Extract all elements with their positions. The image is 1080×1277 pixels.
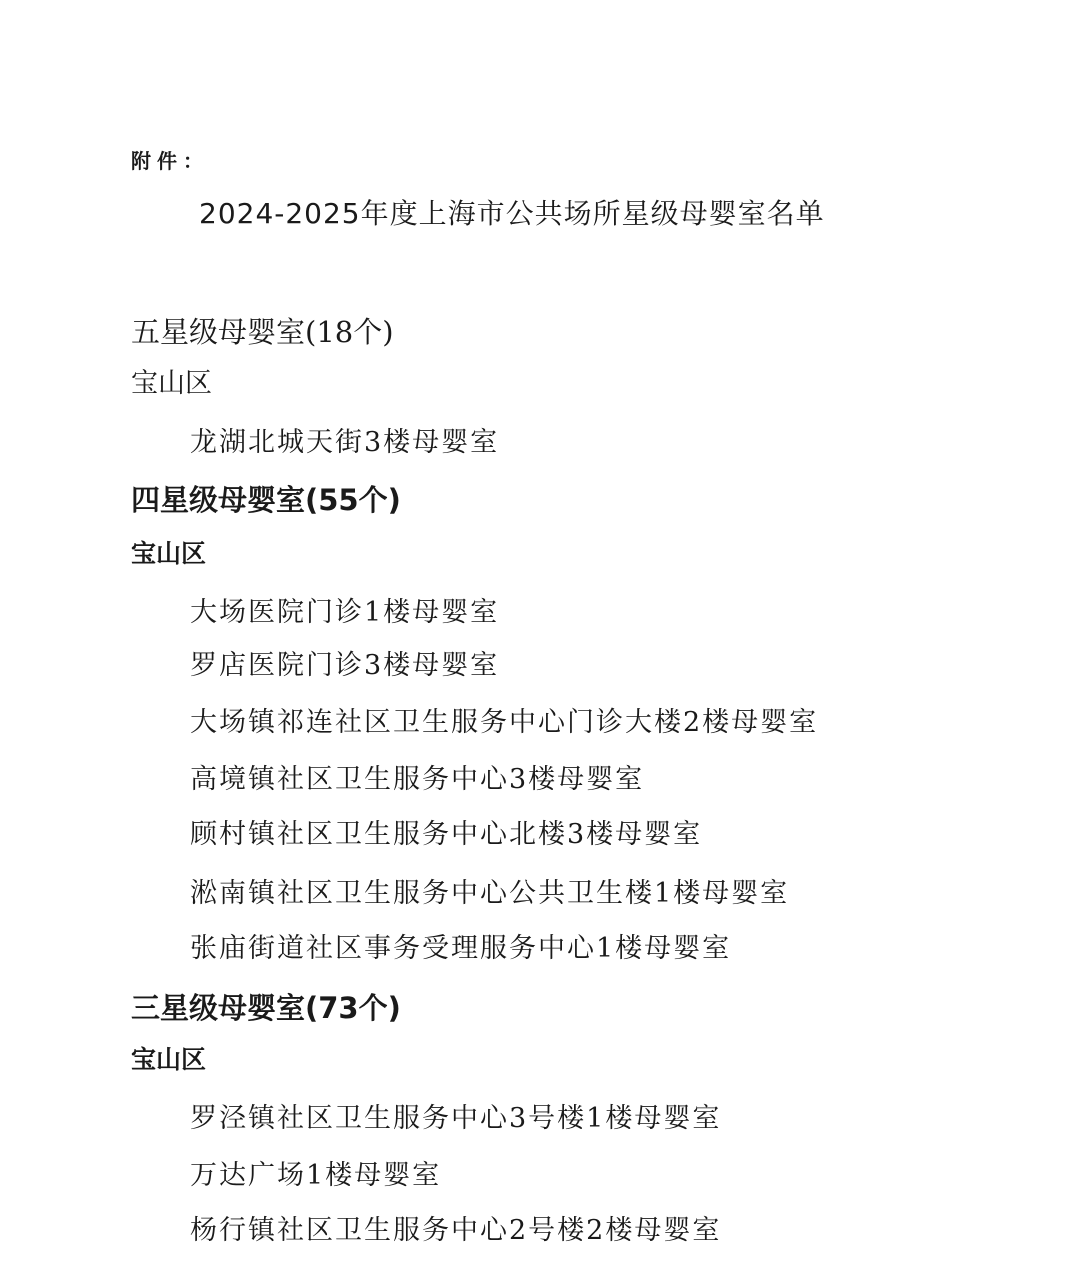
list-item: 罗泾镇社区卫生服务中心3号楼1楼母婴室 xyxy=(190,1103,722,1134)
list-item: 大场医院门诊1楼母婴室 xyxy=(190,597,500,628)
district-label: 宝山区 xyxy=(131,539,207,568)
list-item: 罗店医院门诊3楼母婴室 xyxy=(190,650,500,681)
district-label: 宝山区 xyxy=(131,368,212,399)
list-item: 高境镇社区卫生服务中心3楼母婴室 xyxy=(190,764,645,795)
list-item: 杨行镇社区卫生服务中心2号楼2楼母婴室 xyxy=(190,1215,722,1246)
list-item: 大场镇祁连社区卫生服务中心门诊大楼2楼母婴室 xyxy=(190,707,819,738)
list-item: 龙湖北城天街3楼母婴室 xyxy=(190,427,500,458)
district-label: 宝山区 xyxy=(131,1045,207,1074)
list-item: 张庙街道社区事务受理服务中心1楼母婴室 xyxy=(190,933,732,964)
attachment-label: 附件： xyxy=(131,149,209,173)
document-title: 2024-2025年度上海市公共场所星级母婴室名单 xyxy=(199,197,825,230)
section-heading-four-star: 四星级母婴室(55个) xyxy=(131,483,401,517)
list-item: 万达广场1楼母婴室 xyxy=(190,1160,442,1191)
section-heading-three-star: 三星级母婴室(73个) xyxy=(131,991,401,1025)
list-item: 淞南镇社区卫生服务中心公共卫生楼1楼母婴室 xyxy=(190,878,790,909)
section-heading-five-star: 五星级母婴室(18个) xyxy=(131,315,394,349)
list-item: 顾村镇社区卫生服务中心北楼3楼母婴室 xyxy=(190,819,703,850)
